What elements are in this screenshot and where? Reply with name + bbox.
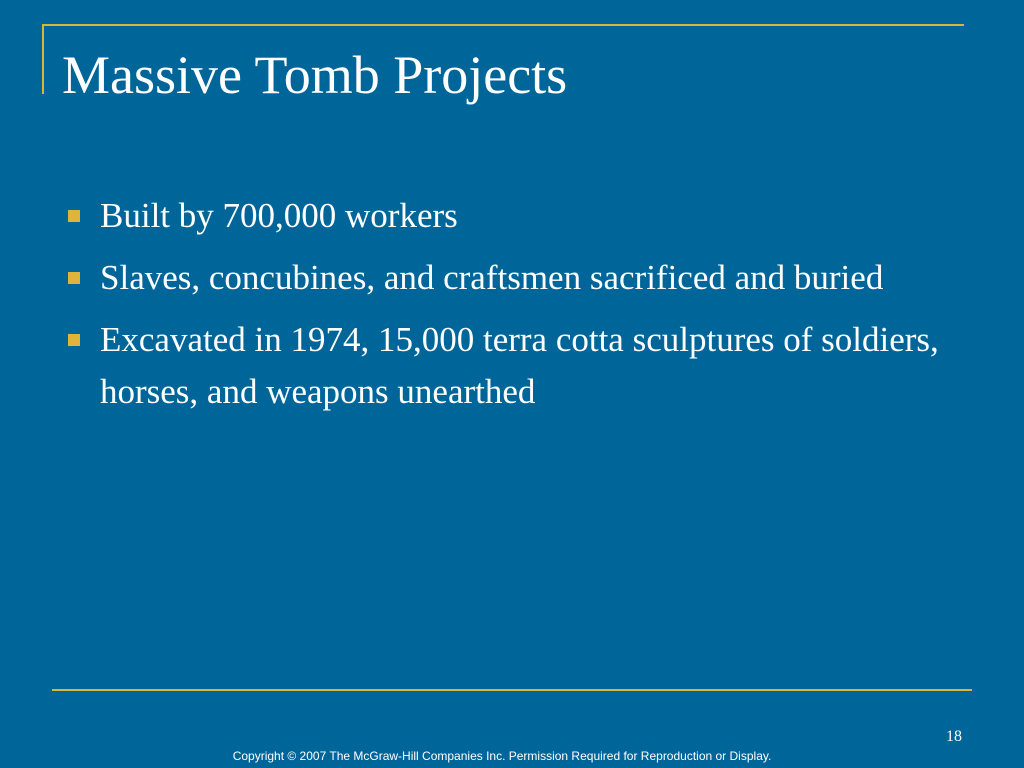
bullet-item: [68, 314, 948, 418]
bullet-text: Excavated in 1974, 15,000 terra cotta sculptures of soldiers, horses, and weapons unearthed: [100, 320, 939, 411]
bullet-text: Slaves, concubines, and craftsmen sacrificed and buried: [100, 258, 884, 297]
square-bullet-icon: [68, 334, 80, 346]
title-frame-top-rule: [42, 24, 964, 26]
bullet-item: [68, 252, 948, 304]
copyright-notice: Copyright © 2007 The McGraw-Hill Companies Inc. Permission Required for Reproduction or Display.: [232, 749, 772, 763]
bullet-text: Built by 700,000 workers: [100, 196, 458, 235]
square-bullet-icon: [68, 210, 80, 222]
bullet-item: [68, 190, 948, 242]
bullet-list: [68, 190, 948, 428]
slide-title: Massive Tomb Projects: [62, 45, 568, 105]
footer-rule: [52, 689, 972, 691]
square-bullet-icon: [68, 272, 80, 284]
page-number: 18: [946, 728, 962, 745]
title-frame-left-rule: [42, 24, 44, 94]
